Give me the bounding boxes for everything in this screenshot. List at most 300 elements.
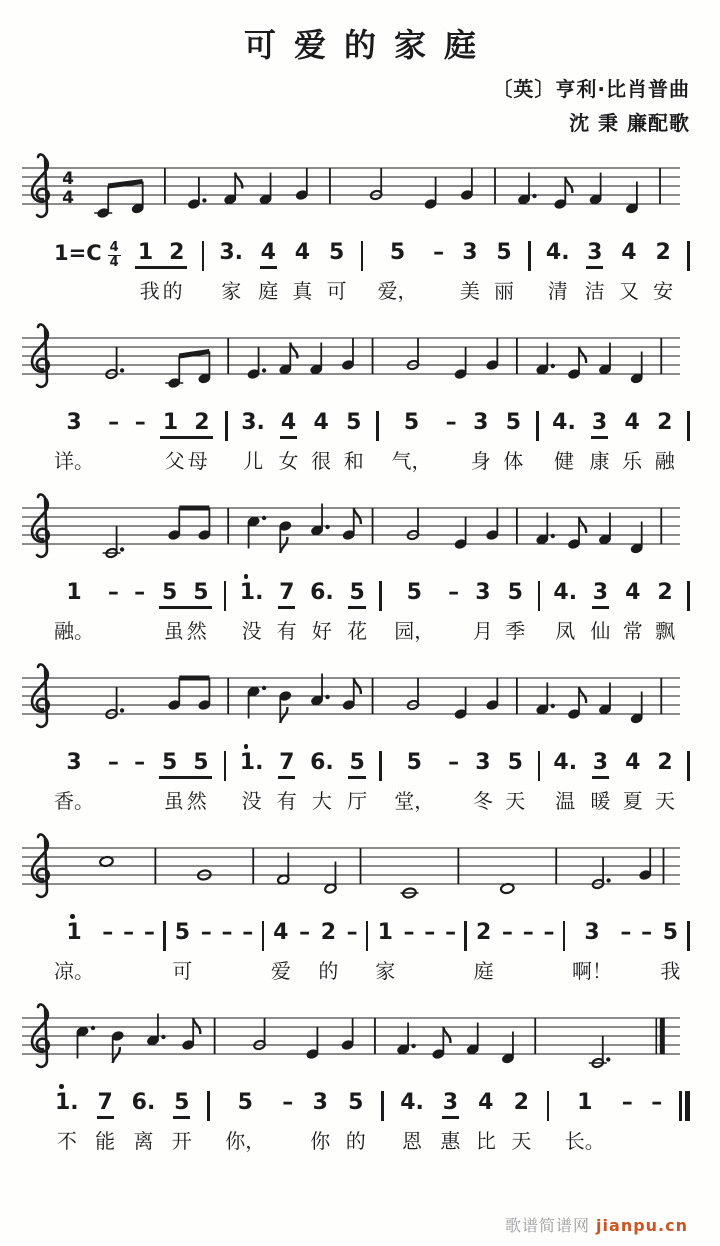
jianpu-number: 1 <box>377 920 393 945</box>
final-barline <box>660 1018 665 1054</box>
jianpu-note <box>565 1090 605 1156</box>
jianpu-number: 5 <box>348 580 365 609</box>
duration-dash: – <box>298 920 312 986</box>
jianpu-number: 5 <box>406 580 422 605</box>
lyric-syllable: 健 <box>554 449 574 473</box>
lyric-syllable: 父 <box>164 449 185 473</box>
barline <box>687 410 690 444</box>
jianpu-number: 7 <box>97 1090 114 1119</box>
lyric-syllable: 和 <box>343 449 364 473</box>
duration-dash: – <box>619 920 633 986</box>
lyric-syllable: 我 <box>139 279 160 303</box>
jianpu-note <box>622 410 642 476</box>
lyric-syllable: 可 <box>326 279 347 303</box>
music-system <box>0 152 720 306</box>
staff-notation <box>20 662 684 748</box>
jianpu-note <box>277 580 297 646</box>
augmentation-dot <box>202 198 206 202</box>
lyric-syllable: 不 <box>56 1129 77 1153</box>
lyric-syllable <box>285 1124 291 1156</box>
jianpu-note <box>471 410 491 476</box>
lyric-syllable: 女 <box>278 449 299 473</box>
jianpu-number: 3 <box>442 1090 459 1119</box>
jianpu-note <box>399 1090 425 1156</box>
jianpu-number: 4. <box>552 410 576 435</box>
staff-lines <box>22 338 680 374</box>
jianpu-number: 1. <box>54 1090 80 1115</box>
eighth-flag <box>193 1018 200 1034</box>
jianpu-number: 5 <box>328 240 345 265</box>
composer-credit: 〔英〕亨利·比肖普曲 <box>492 77 690 101</box>
jianpu-lyrics-row <box>54 410 690 476</box>
meter-fraction: 4 4 <box>109 240 119 271</box>
lyric-syllable: 大 <box>311 789 332 813</box>
duration-dash: – <box>122 920 136 986</box>
jianpu-note <box>271 920 291 986</box>
jianpu-note <box>503 410 523 476</box>
jianpu-note <box>131 1090 157 1156</box>
lyric-syllable: 冬 <box>472 789 493 813</box>
jianpu-note <box>309 580 335 646</box>
lyric-syllable: 堂， <box>394 789 435 813</box>
jianpu-number: 1 <box>66 580 82 605</box>
jianpu-number: 1. <box>239 750 265 775</box>
barline <box>687 580 690 614</box>
jianpu-note <box>511 1090 531 1156</box>
lyric-syllable: 乐 <box>622 449 643 473</box>
duration-dash: – <box>432 240 446 306</box>
eighth-flag <box>579 347 586 363</box>
jianpu-note <box>474 920 494 986</box>
augmentation-dot <box>120 708 124 712</box>
augmentation-dot <box>411 1044 415 1048</box>
jianpu-number: 5 <box>403 410 420 435</box>
jianpu-beamed-pair <box>159 750 212 816</box>
lyric-syllable: 庭 <box>258 279 279 303</box>
barline <box>687 750 690 784</box>
jianpu-note <box>279 410 299 476</box>
jianpu-note <box>54 410 94 476</box>
credits <box>0 72 720 140</box>
barline <box>224 580 227 614</box>
jianpu-note <box>460 240 480 306</box>
augmentation-dot <box>120 368 124 372</box>
music-system <box>0 1002 720 1156</box>
lyric-syllable: 庭 <box>473 959 494 983</box>
jianpu-number: 5 <box>173 1090 190 1119</box>
duration-dash: – <box>345 920 359 986</box>
augmentation-dot <box>161 1035 165 1039</box>
key-signature: 1=C <box>54 241 102 265</box>
jianpu-number: 2 <box>513 1090 529 1115</box>
lyric-syllable <box>203 954 209 986</box>
jianpu-number: 4 <box>625 580 641 605</box>
jianpu-note <box>375 920 395 986</box>
jianpu-number: 5 <box>161 750 178 775</box>
lyric-syllable: 常 <box>622 619 643 643</box>
duration-dash: – <box>620 1090 634 1156</box>
eighth-flag <box>354 678 361 694</box>
barline <box>381 1090 384 1124</box>
jianpu-note <box>653 240 673 306</box>
jianpu-note <box>623 750 643 816</box>
jianpu-note <box>172 920 192 986</box>
jianpu-number: 3 <box>584 920 600 945</box>
jianpu-number: 5 <box>193 580 209 605</box>
jianpu-number: 1 <box>577 1090 593 1115</box>
augmentation-dot <box>262 516 266 520</box>
lyric-syllable: 家 <box>375 959 396 983</box>
jianpu-note <box>394 750 434 816</box>
lyric-syllable: 厅 <box>347 789 368 813</box>
lyric-syllable: 儿 <box>243 449 264 473</box>
augmentation-dot <box>532 194 536 198</box>
jianpu-number: 2 <box>657 750 673 775</box>
barline <box>563 920 566 954</box>
jianpu-note <box>54 1090 80 1156</box>
lyric-syllable: 又 <box>618 279 639 303</box>
barline <box>538 580 541 614</box>
duration-dash: – <box>650 1090 664 1156</box>
watermark <box>505 1213 688 1236</box>
jianpu-number: 3. <box>241 410 265 435</box>
song-title: 可爱的家庭 <box>243 26 494 64</box>
jianpu-note <box>505 750 525 816</box>
music-system <box>0 662 720 816</box>
augmentation-dot <box>262 686 266 690</box>
lyric-syllable: 恩 <box>402 1129 423 1153</box>
final-barline <box>679 1090 690 1124</box>
lyric-syllable: 的 <box>162 279 183 303</box>
lyric-syllable: 比 <box>475 1129 496 1153</box>
lyric-syllable: 凉。 <box>54 959 94 983</box>
lyric-syllable <box>125 954 131 986</box>
jianpu-number: 3 <box>586 240 603 269</box>
jianpu-number: 4 <box>280 410 297 439</box>
jianpu-number: 5 <box>496 240 512 265</box>
music-system <box>0 492 720 646</box>
augmentation-dot <box>551 534 555 538</box>
duration-dash: – <box>107 410 121 476</box>
barline <box>224 750 227 784</box>
duration-dash: – <box>281 1090 295 1156</box>
time-signature: 4 <box>62 188 74 208</box>
barline <box>379 580 382 614</box>
jianpu-note <box>54 750 94 816</box>
jianpu-number: 3 <box>473 410 489 435</box>
lyric-syllable <box>447 954 453 986</box>
lyric-syllable: 有 <box>276 619 297 643</box>
duration-dash: – <box>500 920 514 986</box>
duration-dash: – <box>133 580 147 646</box>
jianpu-note <box>545 240 571 306</box>
octave-dot <box>70 914 75 919</box>
lyric-syllable: 气， <box>391 449 432 473</box>
jianpu-number: 6. <box>310 750 334 775</box>
jianpu-note <box>292 240 312 306</box>
jianpu-note <box>476 1090 496 1156</box>
lyric-syllable: 我 <box>660 959 681 983</box>
duration-dash: – <box>101 920 115 986</box>
lyric-syllable: 香。 <box>54 789 94 813</box>
jianpu-number: 5 <box>348 1090 364 1115</box>
jianpu-number: 5 <box>346 410 362 435</box>
augmentation-dot <box>551 364 555 368</box>
lyric-syllable <box>643 954 649 986</box>
jianpu-note <box>239 580 265 646</box>
duration-dash: – <box>133 750 147 816</box>
barline <box>687 920 690 954</box>
jianpu-number: 3 <box>592 580 609 609</box>
lyric-syllable <box>448 444 454 476</box>
jianpu-note <box>239 750 265 816</box>
music-system <box>0 832 720 986</box>
barline <box>225 410 228 444</box>
eighth-flag <box>113 1047 120 1063</box>
lyric-syllable: 长。 <box>564 1129 605 1153</box>
jianpu-number: 7 <box>278 580 295 609</box>
jianpu-number: 6. <box>310 580 334 605</box>
duration-dash: – <box>220 920 234 986</box>
jianpu-number: 1. <box>239 580 265 605</box>
lyric-syllable: 花 <box>347 619 368 643</box>
jianpu-note <box>440 1090 460 1156</box>
barline <box>379 750 382 784</box>
staff-notation <box>20 322 684 408</box>
jianpu-note <box>172 1090 192 1156</box>
jianpu-lyrics-row <box>54 1090 690 1156</box>
eighth-flag <box>354 508 361 524</box>
lyric-syllable: 体 <box>503 449 524 473</box>
staff-notation <box>20 492 684 578</box>
duration-dash: – <box>199 920 213 986</box>
jianpu-number: 4. <box>545 240 570 265</box>
jianpu-note <box>225 1090 265 1156</box>
jianpu-number: 2 <box>657 580 673 605</box>
jianpu-number: 3 <box>66 410 82 435</box>
lyric-syllable: 安 <box>653 279 674 303</box>
jianpu-note <box>585 240 605 306</box>
lyric-syllable: 可 <box>172 959 193 983</box>
duration-dash: – <box>447 750 461 816</box>
jianpu-number: 1 <box>137 240 154 265</box>
jianpu-note <box>310 1090 330 1156</box>
jianpu-note <box>392 410 432 476</box>
jianpu-number: 2 <box>475 920 492 945</box>
lyric-syllable: 离 <box>133 1129 154 1153</box>
lyric-syllable <box>110 614 116 646</box>
jianpu-note <box>240 410 266 476</box>
jianpu-beamed-pair <box>160 410 213 476</box>
lyric-syllable <box>110 444 116 476</box>
jianpu-note <box>551 410 577 476</box>
barline <box>547 1090 550 1124</box>
music-system <box>0 322 720 476</box>
lyric-syllable: 虽 <box>163 789 184 813</box>
lyric-syllable: 虽 <box>163 619 184 643</box>
jianpu-note <box>552 750 578 816</box>
lyric-syllable <box>623 954 629 986</box>
eighth-flag <box>280 707 287 723</box>
jianpu-lyrics-row <box>54 580 690 646</box>
jianpu-note <box>344 410 364 476</box>
octave-dot <box>59 1084 64 1089</box>
staff-note <box>99 856 113 867</box>
lyric-syllable: 能 <box>95 1129 116 1153</box>
barline <box>376 410 379 444</box>
lyric-syllable <box>504 954 510 986</box>
jianpu-note <box>655 410 675 476</box>
jianpu-number: 4 <box>624 410 640 435</box>
jianpu-number: 3 <box>475 750 491 775</box>
jianpu-number: 4 <box>273 920 289 945</box>
lyric-syllable: 月 <box>472 619 493 643</box>
lyric-syllable: 真 <box>292 279 313 303</box>
barline <box>163 920 166 954</box>
jianpu-note <box>590 750 610 816</box>
jianpu-note <box>655 750 675 816</box>
lyric-syllable <box>654 1124 660 1156</box>
duration-dash: – <box>542 920 556 986</box>
jianpu-note <box>277 750 297 816</box>
jianpu-note <box>318 920 338 986</box>
jianpu-note <box>473 750 493 816</box>
lyric-syllable: 清 <box>547 279 568 303</box>
jianpu-number: 1 <box>65 920 82 945</box>
jianpu-lyrics-row <box>54 240 690 306</box>
lyric-syllable <box>224 954 230 986</box>
jianpu-note <box>572 920 612 986</box>
lyric-syllable <box>624 1124 630 1156</box>
lyric-syllable <box>136 784 142 816</box>
jianpu-number: 5 <box>406 750 422 775</box>
jianpu-number: 5 <box>161 580 178 605</box>
jianpu-lyrics-row <box>54 920 690 986</box>
augmentation-dot <box>551 704 555 708</box>
lyric-syllable <box>435 274 441 306</box>
lyric-syllable <box>105 954 111 986</box>
jianpu-number: 7 <box>278 750 295 779</box>
jianpu-note <box>589 410 609 476</box>
jianpu-note <box>258 240 278 306</box>
music-systems <box>0 152 720 1156</box>
eighth-flag <box>579 687 586 703</box>
duration-dash: – <box>444 410 458 476</box>
jianpu-number: 4 <box>625 750 641 775</box>
key-and-time-signature <box>54 240 121 306</box>
jianpu-note <box>54 920 94 986</box>
jianpu-number: 2 <box>655 240 671 265</box>
lyric-syllable: 季 <box>505 619 526 643</box>
duration-dash: – <box>133 410 147 476</box>
jianpu-number: 4 <box>621 240 637 265</box>
lyric-syllable: 惠 <box>440 1129 461 1153</box>
staff-notation <box>20 832 684 918</box>
lyric-syllable: 没 <box>241 619 262 643</box>
jianpu-beamed-pair <box>159 580 212 646</box>
jianpu-note <box>54 580 94 646</box>
lyric-syllable: 你， <box>225 1129 266 1153</box>
jianpu-number: 3 <box>592 750 609 779</box>
lyric-syllable: 没 <box>241 789 262 813</box>
jianpu-number: 5 <box>237 1090 253 1115</box>
jianpu-note <box>473 580 493 646</box>
barline <box>538 750 541 784</box>
lyric-syllable: 然 <box>186 789 207 813</box>
jianpu-number: 2 <box>657 410 673 435</box>
duration-dash: – <box>423 920 437 986</box>
staff-notation <box>20 1002 684 1088</box>
eighth-flag <box>579 517 586 533</box>
duration-dash: – <box>106 750 120 816</box>
lyric-syllable: 夏 <box>622 789 643 813</box>
staff-notation <box>20 152 684 238</box>
jianpu-number: 3 <box>475 580 491 605</box>
lyric-syllable <box>349 954 355 986</box>
barline <box>366 920 369 954</box>
jianpu-note <box>95 1090 115 1156</box>
lyric-syllable: 园， <box>394 619 435 643</box>
jianpu-number: 5 <box>507 580 523 605</box>
jianpu-number: 3 <box>591 410 608 439</box>
augmentation-dot <box>606 878 610 882</box>
jianpu-number: 5 <box>174 920 191 945</box>
lyric-syllable <box>136 614 142 646</box>
jianpu-number: 3. <box>219 240 244 265</box>
lyric-syllable: 洁 <box>584 279 605 303</box>
eighth-flag <box>443 1027 450 1043</box>
jianpu-number: 5 <box>507 750 523 775</box>
jianpu-number: 1 <box>162 410 179 435</box>
jianpu-beamed-pair <box>135 240 188 306</box>
lyric-syllable: 爱， <box>377 279 418 303</box>
lyric-syllable: 然 <box>186 619 207 643</box>
barline <box>207 1090 210 1124</box>
staff-note <box>500 883 514 894</box>
jianpu-note <box>619 240 639 306</box>
jianpu-note <box>347 580 367 646</box>
duration-dash: – <box>640 920 654 986</box>
jianpu-note <box>377 240 417 306</box>
barline <box>464 920 467 954</box>
jianpu-note <box>347 750 367 816</box>
lyric-syllable <box>450 614 456 646</box>
jianpu-note <box>623 580 643 646</box>
jianpu-number: 6. <box>131 1090 156 1115</box>
lyric-syllable: 啊！ <box>572 959 613 983</box>
lyric-syllable: 康 <box>589 449 610 473</box>
barline <box>536 410 539 444</box>
lyric-syllable: 飘 <box>655 619 676 643</box>
lyric-syllable: 天 <box>655 789 676 813</box>
jianpu-number: 4. <box>553 750 578 775</box>
duration-dash: – <box>241 920 255 986</box>
barline <box>262 920 265 954</box>
lyric-syllable <box>301 954 307 986</box>
time-signature: 4 <box>62 169 74 189</box>
eighth-flag <box>280 537 287 553</box>
jianpu-note <box>327 240 347 306</box>
lyric-syllable: 丽 <box>494 279 515 303</box>
lyric-syllable: 暖 <box>590 789 611 813</box>
lyric-syllable <box>546 954 552 986</box>
jianpu-note <box>309 750 335 816</box>
lyricist-credit: 沈 秉 廉配歌 <box>569 111 690 135</box>
jianpu-note <box>552 580 578 646</box>
watermark-site-name: 歌谱简谱网 <box>505 1216 591 1235</box>
jianpu-number: 4 <box>313 410 329 435</box>
jianpu-note <box>346 1090 366 1156</box>
